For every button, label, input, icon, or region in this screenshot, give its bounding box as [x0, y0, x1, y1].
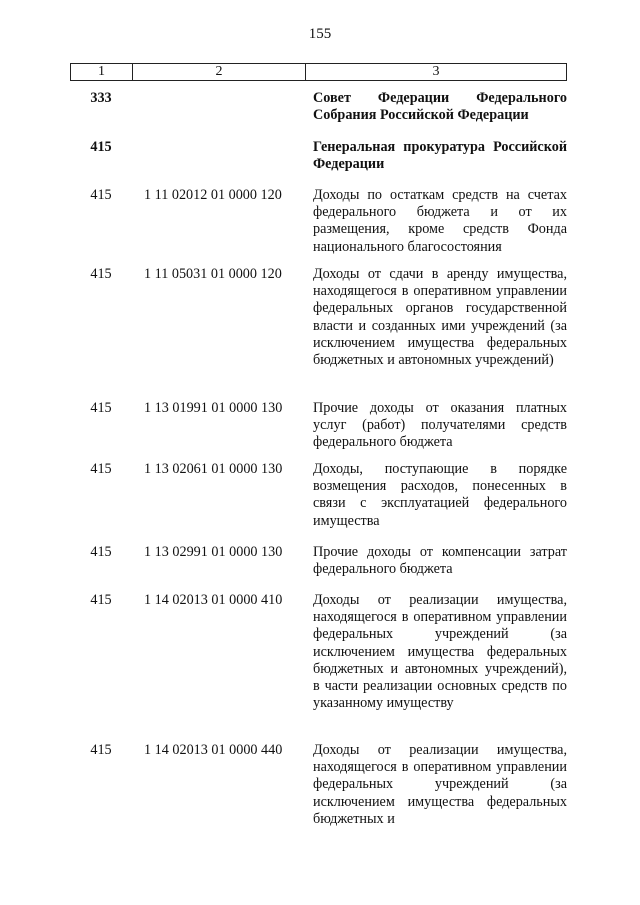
row-admin-code: 415: [90, 187, 112, 203]
table-header: [70, 63, 567, 81]
row-description: Совет Федерации Федерального Собрания Российской Федерации: [313, 90, 567, 124]
row-revenue-code: 1 14 02013 01 0000 440: [144, 742, 283, 758]
row-revenue-code: 1 13 02991 01 0000 130: [144, 544, 283, 560]
row-description: Прочие доходы от компенсации затрат федерального бюджета: [313, 544, 567, 578]
row-description: Доходы от реализации имущества, находящегося в оперативном управлении федеральных учреждений (за исключением имущества федеральных бюджетных и автономных учреждений), в части реализации основных средств по указанному имуществу: [313, 592, 567, 712]
header-col-3: 3: [432, 64, 440, 79]
row-admin-code: 415: [90, 139, 112, 155]
header-col-1: 1: [71, 64, 133, 80]
row-description: Доходы от реализации имущества, находящегося в оперативном управлении федеральных учреждений (за исключением имущества федеральных бюджетных и: [313, 742, 567, 827]
row-description: Генеральная прокуратура Российской Федерации: [313, 139, 567, 173]
row-revenue-code: 1 11 02012 01 0000 120: [144, 187, 282, 203]
row-revenue-code: 1 14 02013 01 0000 410: [144, 592, 283, 608]
row-revenue-code: 1 11 05031 01 0000 120: [144, 266, 282, 282]
row-description: Доходы от сдачи в аренду имущества, находящегося в оперативном управлении федеральных органов государственной власти и созданных ими учреждений (за исключением имущества федеральных бюджетных и автономных учреждений): [313, 266, 567, 369]
page-number: 155: [308, 26, 332, 42]
header-col-2: 2: [133, 64, 306, 80]
row-admin-code: 415: [90, 544, 112, 560]
row-admin-code: 415: [90, 461, 112, 477]
row-revenue-code: 1 13 01991 01 0000 130: [144, 400, 283, 416]
row-admin-code: 415: [90, 742, 112, 758]
row-description: Доходы по остаткам средств на счетах федерального бюджета и от их размещения, кроме средств Фонда национального благосостояния: [313, 187, 567, 255]
row-admin-code: 415: [90, 400, 112, 416]
row-revenue-code: 1 13 02061 01 0000 130: [144, 461, 283, 477]
row-description: Доходы, поступающие в порядке возмещения расходов, понесенных в связи с эксплуатацией федерального имущества: [313, 461, 567, 529]
row-description: Прочие доходы от оказания платных услуг (работ) получателями средств федерального бюджета: [313, 400, 567, 451]
row-admin-code: 415: [90, 592, 112, 608]
row-admin-code: 333: [90, 90, 112, 106]
row-admin-code: 415: [90, 266, 112, 282]
